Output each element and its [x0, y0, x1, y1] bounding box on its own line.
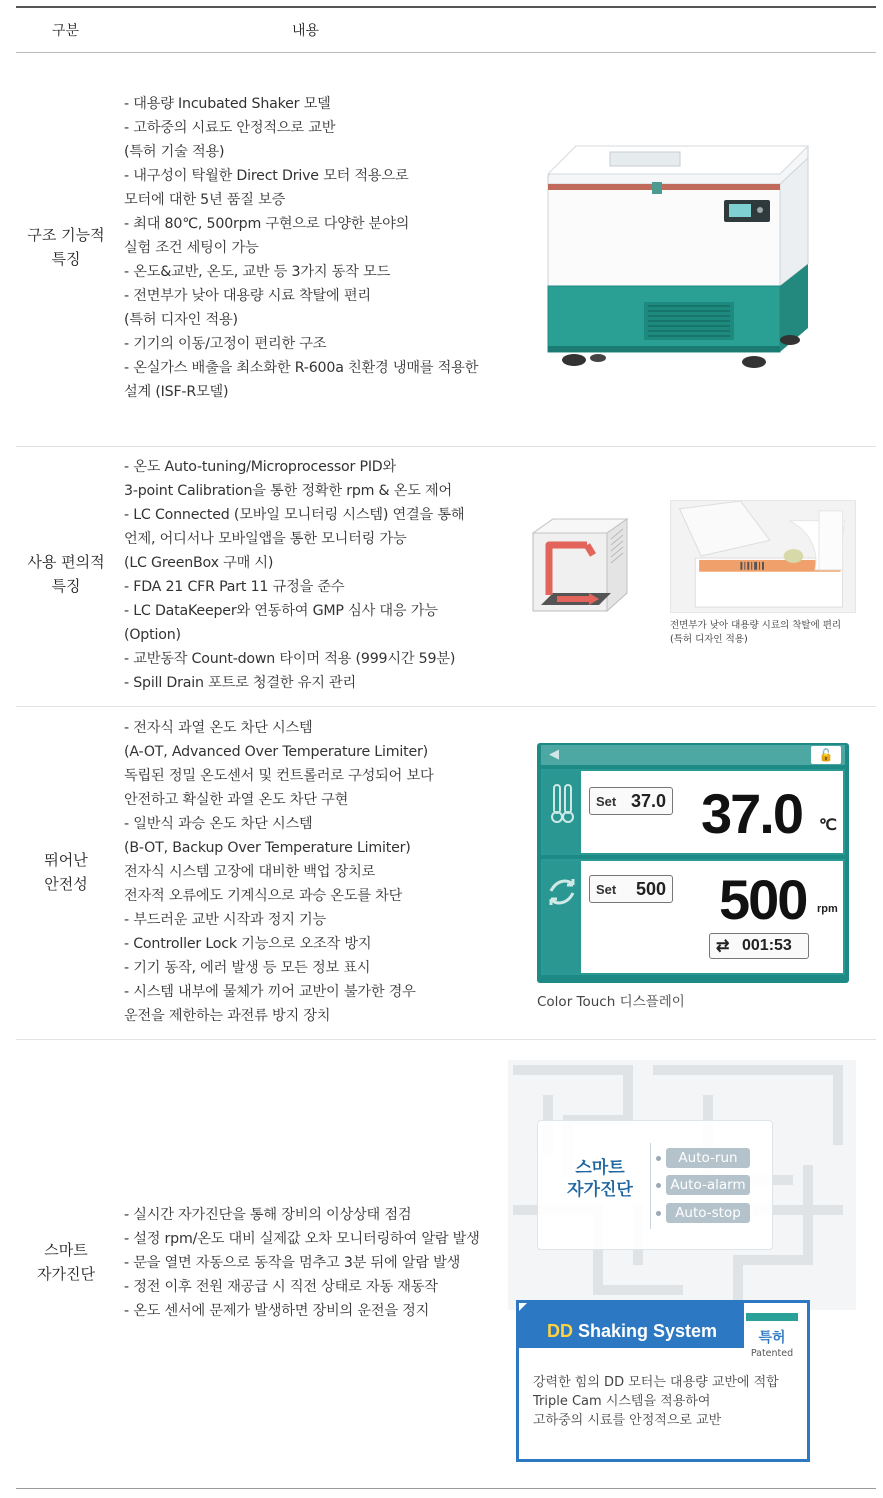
bullet-dot	[656, 1183, 661, 1188]
patent-english: Patented	[750, 1348, 794, 1359]
content-line: - 교반동작 Count-down 타이머 적용 (999시간 59분)	[124, 651, 456, 667]
content-line: - 전면부가 낮아 대용량 시료 착탈에 편리	[124, 288, 371, 304]
content-line: - 내구성이 탁월한 Direct Drive 모터 적용으로	[124, 168, 409, 184]
row-content-safety	[124, 716, 433, 1028]
content-line: - 최대 80℃, 500rpm 구현으로 다양한 분야의	[124, 216, 410, 232]
temp-set-value: 37.0	[630, 791, 666, 811]
content-line: 운전을 제한하는 과전류 방지 장치	[124, 1008, 331, 1024]
content-line: - 대용량 Incubated Shaker 모델	[124, 96, 331, 112]
content-line: 전자식 시스템 고장에 대비한 백업 장치로	[124, 864, 376, 880]
row-content-usability	[124, 455, 464, 695]
content-line: 실험 조건 세팅이 가능	[124, 240, 259, 256]
diag-separator	[650, 1143, 651, 1229]
content-line: (Option)	[124, 627, 181, 643]
temperature-panel	[541, 769, 845, 855]
repeat-icon: ⇄	[716, 938, 730, 955]
row-category-usability	[16, 550, 116, 598]
content-line: (B-OT, Backup Over Temperature Limiter)	[124, 840, 411, 856]
content-line: - 기기 동작, 에러 발생 등 모든 정보 표시	[124, 960, 371, 976]
speed-set-value: 500	[635, 879, 666, 899]
diag-title-line: 스마트	[575, 1158, 625, 1178]
content-line: - Spill Drain 포트로 청결한 유지 관리	[124, 675, 357, 691]
speed-unit: rpm	[817, 903, 838, 915]
content-line: - LC DataKeeper와 연동하여 GMP 심사 대응 가능	[124, 603, 438, 619]
content-line: (특허 디자인 적용)	[124, 312, 238, 328]
row-divider	[16, 706, 876, 707]
content-line: - 온도&교반, 온도, 교반 등 3가지 동작 모드	[124, 264, 390, 280]
content-line: 설계 (ISF-R모델)	[124, 384, 229, 400]
diag-title	[560, 1157, 640, 1201]
shaking-icon	[543, 861, 581, 973]
unlock-icon: 🔓	[811, 746, 841, 764]
bullet-dot	[656, 1211, 661, 1216]
row-divider	[16, 446, 876, 447]
temp-unit: ℃	[819, 817, 837, 834]
airflow-chamber-image	[527, 515, 631, 615]
content-line: - 고하중의 시료도 안정적으로 교반	[124, 120, 336, 136]
content-line: - 시스템 내부에 물체가 끼어 교반이 불가한 경우	[124, 984, 416, 1000]
content-line: 모터에 대한 5년 품질 보증	[124, 192, 286, 208]
speed-set-box	[589, 875, 673, 903]
content-line: - 온도 센서에 문제가 발생하면 장비의 운전을 정지	[124, 1303, 430, 1319]
temp-current-value: 37.0	[701, 782, 802, 845]
category-line: 뛰어난	[44, 851, 88, 869]
dd-shaking-system-box	[516, 1300, 810, 1462]
row-divider	[16, 1039, 876, 1040]
content-line: - 온도 Auto-tuning/Microprocessor PID와	[124, 459, 397, 475]
pill-auto-alarm: Auto-alarm	[666, 1175, 750, 1195]
self-diagnosis-card	[537, 1120, 773, 1250]
content-line: - FDA 21 CFR Part 11 규정을 준수	[124, 579, 345, 595]
set-label: Set	[596, 794, 617, 809]
category-line: 스마트	[44, 1241, 88, 1259]
row-category-self-diagnosis	[16, 1238, 116, 1286]
table-bottom-rule	[16, 1488, 876, 1489]
diag-title-line: 자가진단	[567, 1180, 633, 1200]
patent-korean: 특허	[758, 1330, 786, 1346]
dd-text-line: Triple Cam 시스템을 적용하여	[533, 1394, 711, 1409]
header-rule	[16, 52, 876, 53]
content-line: 전자적 오류에도 기계식으로 과승 온도를 차단	[124, 888, 403, 904]
pill-auto-stop: Auto-stop	[666, 1203, 750, 1223]
content-line: 3-point Calibration을 통한 정확한 rpm & 온도 제어	[124, 483, 453, 499]
dd-text-line: 강력한 힘의 DD 모터는 대용량 교반에 적합	[533, 1375, 779, 1390]
category-line: 안전성	[44, 875, 88, 893]
timer-value: 001:53	[742, 937, 792, 954]
content-line: - 설정 rpm/온도 대비 실제값 오차 모니터링하여 알람 발생	[124, 1231, 480, 1247]
content-line: - 실시간 자가진단을 통해 장비의 이상상태 점검	[124, 1207, 412, 1223]
content-line: - 온실가스 배출을 최소화한 R-600a 친환경 냉매를 적용한	[124, 360, 479, 376]
category-line: 특징	[51, 250, 81, 268]
header-category: 구분	[52, 23, 80, 39]
speed-panel	[541, 859, 845, 975]
content-line: - LC Connected (모바일 모니터링 시스템) 연결을 통해	[124, 507, 465, 523]
content-line: 언제, 어디서나 모바일앱을 통한 모니터링 가능	[124, 531, 407, 547]
category-line: 자가진단	[37, 1265, 95, 1283]
content-line: (LC GreenBox 구매 시)	[124, 555, 274, 571]
content-line: 독립된 정밀 온도센서 및 컨트롤러로 구성되어 보다	[124, 768, 434, 784]
incubator-image	[540, 140, 820, 385]
countdown-timer	[709, 933, 809, 959]
content-line: (특허 기술 적용)	[124, 144, 225, 160]
thermometer-icon	[543, 771, 581, 853]
dd-title-rest: Shaking System	[573, 1321, 718, 1341]
speed-current-value: 500	[719, 868, 807, 931]
loading-photo	[670, 500, 856, 613]
content-line: 안전하고 확실한 과열 온도 차단 구현	[124, 792, 349, 808]
back-arrow-icon: ◀	[549, 747, 559, 762]
patent-badge	[746, 1313, 798, 1363]
category-line: 특징	[51, 577, 81, 595]
photo-caption	[670, 619, 841, 647]
row-content-structure	[124, 92, 478, 404]
display-top-bar	[541, 745, 845, 765]
content-line: (A-OT, Advanced Over Temperature Limiter)	[124, 744, 428, 760]
set-label: Set	[596, 882, 617, 897]
category-line: 사용 편의적	[27, 553, 105, 571]
caption-line: (특허 디자인 적용)	[670, 634, 748, 645]
dd-description	[533, 1373, 779, 1430]
category-line: 구조 기능적	[27, 226, 105, 244]
content-line: - 부드러운 교반 시작과 정지 기능	[124, 912, 327, 928]
content-line: - 문을 열면 자동으로 동작을 멈추고 3분 뒤에 알람 발생	[124, 1255, 461, 1271]
content-line: - 정전 이후 전원 재공급 시 직전 상태로 자동 재동작	[124, 1279, 438, 1295]
table-top-rule	[16, 6, 876, 8]
row-content-self-diagnosis	[124, 1203, 480, 1323]
dd-text-line: 고하중의 시료를 안정적으로 교반	[533, 1413, 722, 1428]
dd-title-accent: DD	[547, 1321, 573, 1341]
bullet-dot	[656, 1156, 661, 1161]
content-line: - 일반식 과승 온도 차단 시스템	[124, 816, 313, 832]
header-content: 내용	[292, 23, 320, 39]
row-category-structure	[16, 223, 116, 271]
display-caption: Color Touch 디스플레이	[537, 994, 685, 1010]
row-category-safety	[16, 848, 116, 896]
content-line: - 기기의 이동/고정이 편리한 구조	[124, 336, 327, 352]
dd-title	[547, 1321, 717, 1342]
pill-auto-run: Auto-run	[666, 1148, 750, 1168]
caption-line: 전면부가 낮아 대용량 시료의 착탈에 편리	[670, 620, 842, 631]
color-touch-display	[537, 743, 849, 983]
temp-set-box	[589, 787, 673, 815]
content-line: - Controller Lock 기능으로 오조작 방지	[124, 936, 372, 952]
content-line: - 전자식 과열 온도 차단 시스템	[124, 720, 313, 736]
